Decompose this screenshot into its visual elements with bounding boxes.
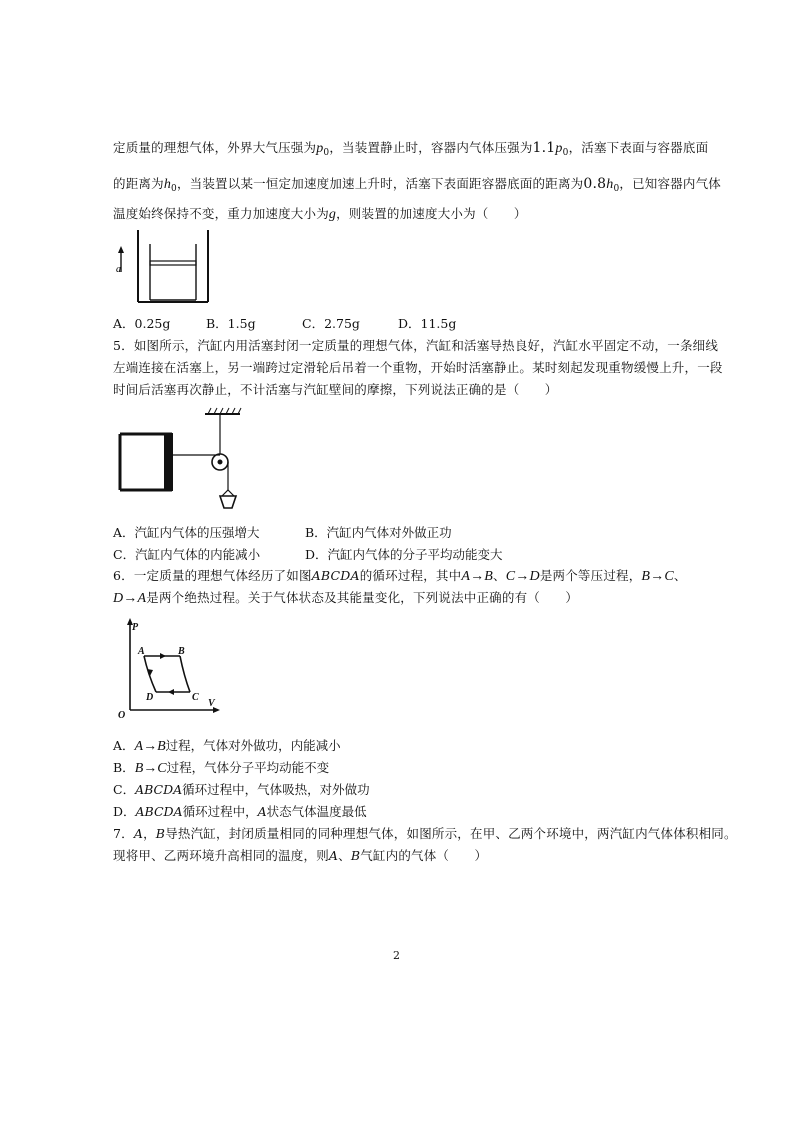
q7-text-line-1: 7．A，B导热汽缸，封闭质量相同的同种理想气体，如图所示，在甲、乙两个环境中，两汽缸内气体体积相同。 xyxy=(113,826,737,841)
q6-option-c[interactable]: C．ABCDA循环过程中，气体吸热，对外做功 xyxy=(113,782,370,797)
q5-option-a[interactable]: A．汽缸内气体的压强增大 xyxy=(113,525,260,540)
q4-option-d[interactable]: D．11.5g xyxy=(398,316,457,331)
q6-option-a[interactable]: A．A→B过程，气体对外做功，内能减小 xyxy=(113,738,341,754)
point-c-label: C xyxy=(192,692,199,703)
q5-option-d[interactable]: D．汽缸内气体的分子平均动能变大 xyxy=(305,547,503,562)
page-number: 2 xyxy=(393,949,400,962)
q7-text-line-2: 现将甲、乙两环境升高相同的温度，则A、B气缸内的气体（ ） xyxy=(113,848,488,863)
weight-icon xyxy=(220,496,236,508)
q4-text-line-2: 的距离为$h_0$，当装置以某一恒定加速度加速上升时，活塞下表面距容器底面的距离为$0.8h_0$，已知容器内气体 xyxy=(113,176,721,194)
point-a-label: A xyxy=(138,646,145,657)
q6-option-b[interactable]: B．B→C过程，气体分子平均动能不变 xyxy=(113,760,330,776)
p-axis-label: P xyxy=(132,622,139,633)
origin-label: O xyxy=(118,710,126,721)
segment-bc xyxy=(180,656,190,692)
piston xyxy=(150,261,196,265)
q4-text-line-1: 定质量的理想气体，外界大气压强为$p_0$，当装置静止时，容器内气体压强为$1.1p_0$，活塞下表面与容器底面 xyxy=(113,140,709,158)
v-axis-label: V xyxy=(208,698,215,709)
q6-text-line-2: D→A是两个绝热过程。关于气体状态及其能量变化，下列说法中正确的有（ ） xyxy=(113,590,579,606)
q6-option-d[interactable]: D．ABCDA循环过程中，A状态气体温度最低 xyxy=(113,804,367,819)
q5-option-c[interactable]: C．汽缸内气体的内能减小 xyxy=(113,547,261,562)
q4-option-c[interactable]: C．2.75g xyxy=(302,316,360,331)
q5-text-line-2: 左端连接在活塞上，另一端跨过定滑轮后吊着一个重物，开始时活塞静止。某时刻起发现重物缓慢上升，一段 xyxy=(113,360,723,375)
arrow-head-icon xyxy=(118,246,124,253)
acceleration-label: a xyxy=(116,264,121,275)
q4-option-a[interactable]: A．0.25g xyxy=(113,316,171,331)
q4-text-line-3: 温度始终保持不变，重力加速度大小为g，则装置的加速度大小为（ ） xyxy=(113,206,527,222)
arrow-cd-icon xyxy=(168,689,174,695)
q4-option-b[interactable]: B．1.5g xyxy=(206,316,256,331)
q5-text-line-3: 时间后活塞再次静止，不计活塞与汽缸壁间的摩擦，下列说法正确的是（ ） xyxy=(113,382,558,397)
q5-option-b[interactable]: B．汽缸内气体对外做正功 xyxy=(305,525,452,540)
q4-figure-container xyxy=(110,228,212,306)
q5-text-line-1: 5．如图所示，汽缸内用活塞封闭一定质量的理想气体，汽缸和活塞导热良好，汽缸水平固定不动，一条细线 xyxy=(113,338,719,353)
piston xyxy=(165,434,172,490)
q6-text-line-1: 6．一定质量的理想气体经历了如图ABCDA的循环过程，其中A→B、C→D是两个等压过程，B→C、 xyxy=(113,568,687,584)
point-b-label: B xyxy=(178,646,185,657)
point-d-label: D xyxy=(146,692,154,703)
q6-figure-pv-diagram xyxy=(110,614,222,722)
arrow-ab-icon xyxy=(160,653,166,659)
q5-figure-cylinder-pulley xyxy=(110,402,250,514)
